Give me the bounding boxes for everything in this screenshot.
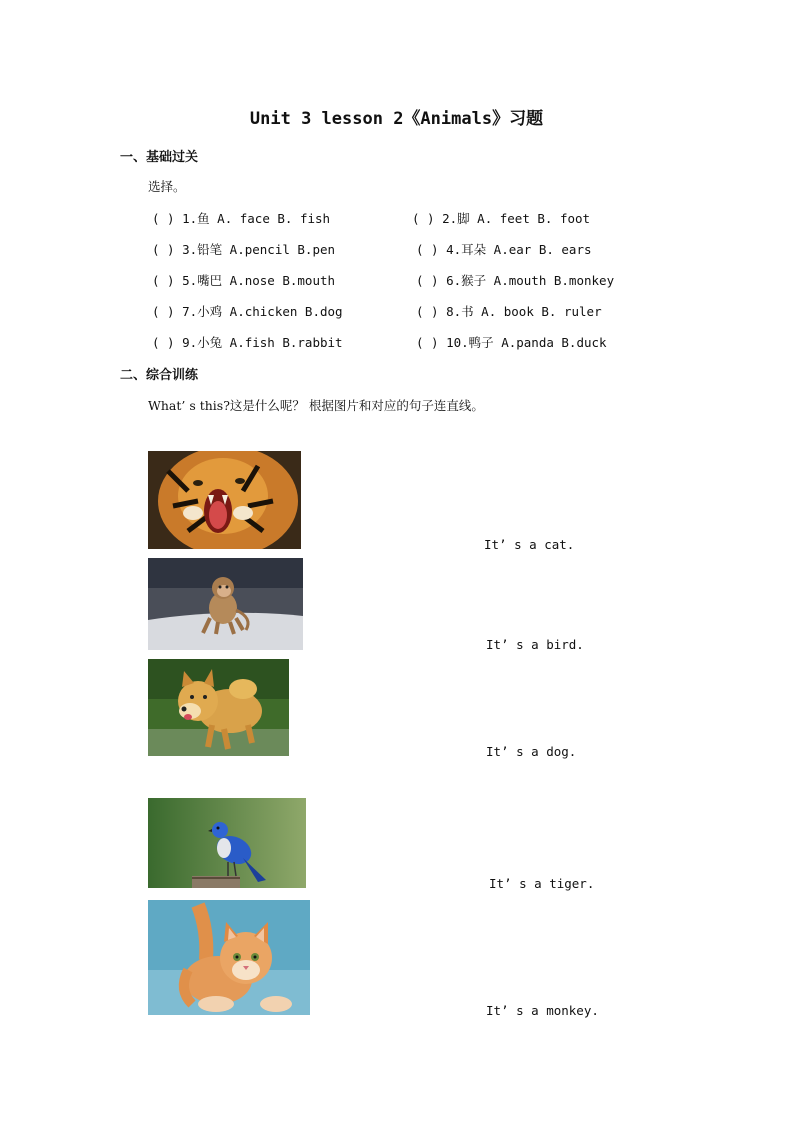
sentence-tiger: It’ s a tiger. <box>489 876 595 891</box>
section1-heading: 一、基础过关 <box>120 150 199 165</box>
question-2: ( ) 2.脚 A. feet B. foot <box>412 211 591 226</box>
question-6: ( ) 6.猴子 A.mouth B.monkey <box>416 273 615 288</box>
dog-photo <box>148 659 289 756</box>
bird-photo <box>148 798 306 888</box>
section2-instruction: What’ s this?这是什么呢？ 根据图片和对应的句子连直线。 <box>148 398 484 413</box>
question-8: ( ) 8.书 A. book B. ruler <box>416 304 602 319</box>
question-5: ( ) 5.嘴巴 A.nose B.mouth <box>152 273 336 288</box>
sentence-bird: It’ s a bird. <box>486 637 584 652</box>
section2-heading: 二、综合训练 <box>120 368 199 383</box>
section1-instruction: 选择。 <box>148 179 186 194</box>
question-9: ( ) 9.小兔 A.fish B.rabbit <box>152 335 343 350</box>
monkey-photo <box>148 558 303 650</box>
question-1: ( ) 1.鱼 A. face B. fish <box>152 211 331 226</box>
question-10: ( ) 10.鸭子 A.panda B.duck <box>416 335 607 350</box>
question-4: ( ) 4.耳朵 A.ear B. ears <box>416 242 592 257</box>
page-title: Unit 3 lesson 2《Animals》习题 <box>249 109 544 129</box>
sentence-dog: It’ s a dog. <box>486 744 577 759</box>
tiger-photo <box>148 451 301 549</box>
cat-photo <box>148 900 310 1015</box>
sentence-monkey: It’ s a monkey. <box>486 1003 599 1018</box>
question-7: ( ) 7.小鸡 A.chicken B.dog <box>152 304 343 319</box>
sentence-cat: It’ s a cat. <box>484 537 575 552</box>
question-3: ( ) 3.铅笔 A.pencil B.pen <box>152 242 336 257</box>
